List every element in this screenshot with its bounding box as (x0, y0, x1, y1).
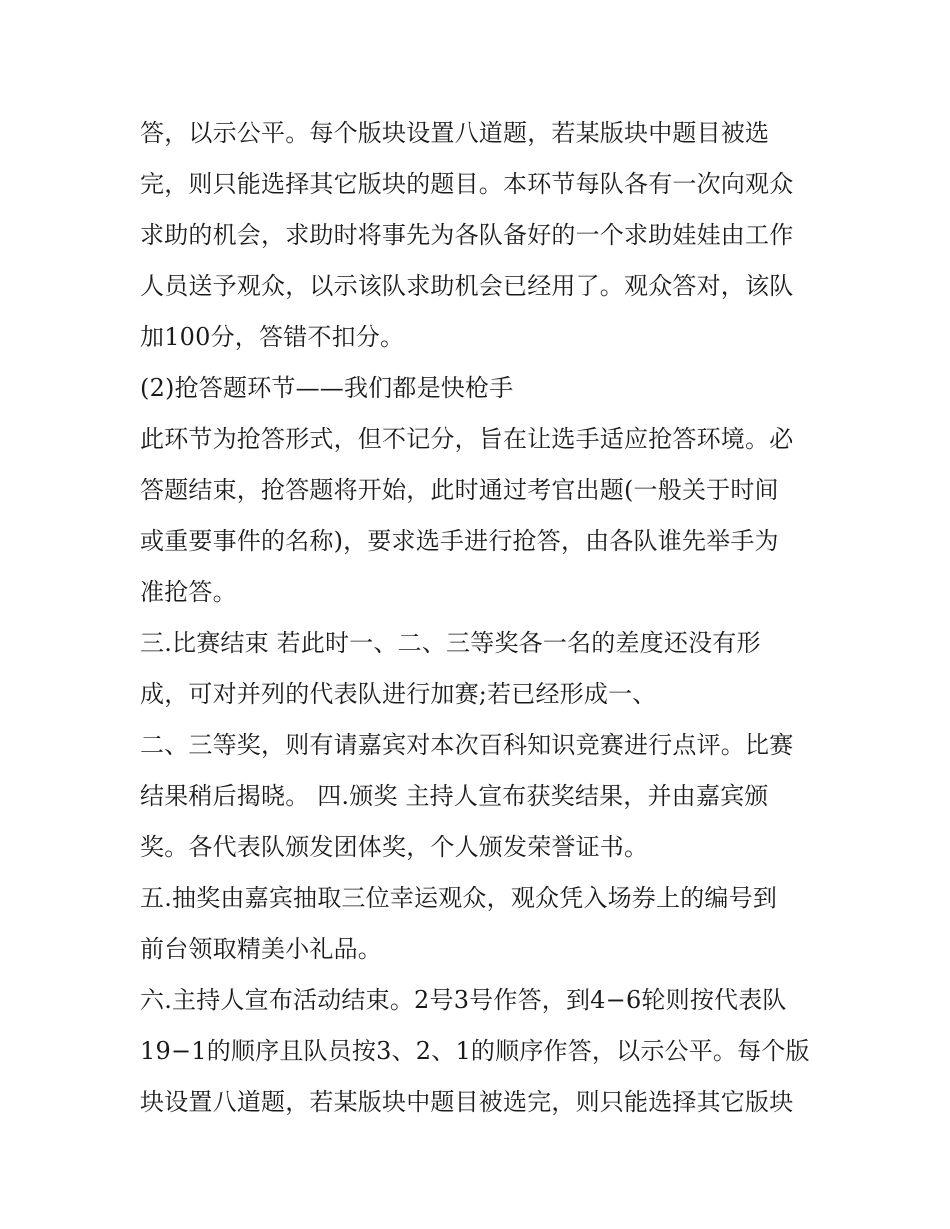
text-line: 五.抽奖由嘉宾抽取三位幸运观众，观众凭入场券上的编号到 (140, 884, 778, 912)
text-line: 完，则只能选择其它版块的题目。本环节每队各有一次向观众 (140, 170, 794, 198)
text-line: 答题结束，抢答题将开始，此时通过考官出题(一般关于时间 (140, 476, 779, 504)
text-line: 答，以示公平。每个版块设置八道题，若某版块中题目被选 (140, 119, 770, 147)
text-line: 前台领取精美小礼品。 (140, 935, 382, 963)
text-line: 或重要事件的名称)，要求选手进行抢答，由各队谁先举手为 (140, 527, 779, 555)
text-line: 三.比赛结束 若此时一、二、三等奖各一名的差度还没有形 (140, 629, 761, 657)
text-line: 求助的机会，求助时将事先为各队备好的一个求助娃娃由工作 (140, 221, 794, 249)
section-heading: (2)抢答题环节——我们都是快枪手 (140, 374, 514, 402)
text-line: 块设置八道题，若某版块中题目被选完，则只能选择其它版块 (140, 1088, 794, 1116)
text-line: 六.主持人宣布活动结束。2号3号作答，到4−6轮则按代表队 (140, 986, 787, 1014)
document-body (140, 108, 820, 1128)
text-line: 加100分，答错不扣分。 (140, 323, 405, 351)
text-line: 奖。各代表队颁发团体奖，个人颁发荣誉证书。 (140, 833, 649, 861)
text-line: 人员送予观众，以示该队求助机会已经用了。观众答对，该队 (140, 272, 794, 300)
text-line: 二、三等奖，则有请嘉宾对本次百科知识竞赛进行点评。比赛 (140, 731, 794, 759)
text-line: 准抢答。 (140, 578, 237, 606)
text-line: 19−1的顺序且队员按3、2、1的顺序作答，以示公平。每个版 (140, 1037, 810, 1065)
text-line: 此环节为抢答形式，但不记分，旨在让选手适应抢答环境。必 (140, 425, 794, 453)
text-line: 成，可对并列的代表队进行加赛;若已经形成一、 (140, 680, 657, 708)
text-line: 结果稍后揭晓。 四.颁奖 主持人宣布获奖结果，并由嘉宾颁 (140, 782, 769, 810)
